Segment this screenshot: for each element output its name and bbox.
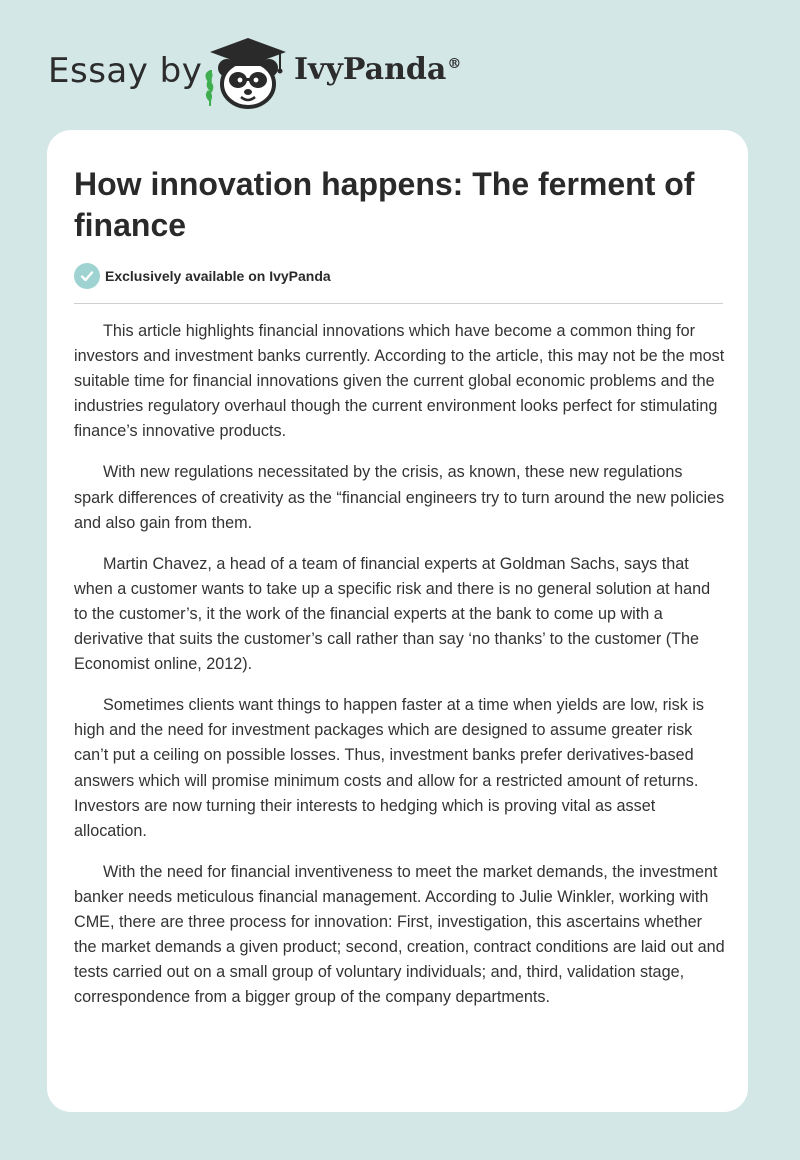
essay-paragraph: With the need for financial inventiveness to meet the market demands, the investment banker needs meticulous financial management. According to Julie Winkler, working with CME, there are three process for innovation: First, investigation, this ascertains whether the market demands a given product; second, creation, contract conditions are laid out and tests carried out on a small group of voluntary individuals; and, third, validation stage, correspondence from a bigger group of the company departments. <box>74 862 725 1007</box>
exclusive-badge-label: Exclusively available on IvyPanda <box>105 268 331 284</box>
essay-paragraph: With new regulations necessitated by the crisis, as known, these new regulations spark differences of creativity as the “financial engineers try to turn around the new policies and also gain from them. <box>74 463 725 532</box>
essay-paragraph: Martin Chavez, a head of a team of financial experts at Goldman Sachs, says that when a customer wants to take up a specific risk and there is no general solution at hand to the customer’s, it the work of the financial experts at the bank to come up with a derivative that suits the customer’s call rather than say ‘no thanks’ to the customer (The Economist online, 2012). <box>74 554 711 674</box>
essay-card <box>47 130 748 1112</box>
essay-paragraph: Sometimes clients want things to happen faster at a time when yields are low, risk is high and the need for investment packages which are designed to assume greater risk can’t put a ceiling on possible losses. Thus, investment banks prefer derivatives-based answers which will promise minimum costs and allow for a restricted amount of returns. Investors are now turning their interests to hedging which is proving vital as asset allocation. <box>74 696 705 840</box>
brand-logo[interactable] <box>294 52 461 87</box>
panda-graduate-logo-icon[interactable] <box>200 34 296 110</box>
essay-body <box>74 319 726 1026</box>
brand-name: IvyPanda <box>294 52 447 87</box>
essay-title: How innovation happens: The ferment of finance <box>74 166 695 243</box>
title-divider <box>74 303 723 304</box>
check-circle-icon <box>74 263 100 289</box>
exclusive-badge <box>74 263 331 289</box>
essay-paragraph: This article highlights financial innovations which have become a common thing for investors and investment banks currently. According to the article, this may not be the most suitable time for financial innovations given the current global economic problems and the industries regulatory overhaul though the current environment looks perfect for stimulating finance’s innovative products. <box>74 322 725 441</box>
site-header <box>48 34 548 114</box>
essay-by-label: Essay by <box>48 51 203 91</box>
registered-mark: ® <box>447 56 462 72</box>
